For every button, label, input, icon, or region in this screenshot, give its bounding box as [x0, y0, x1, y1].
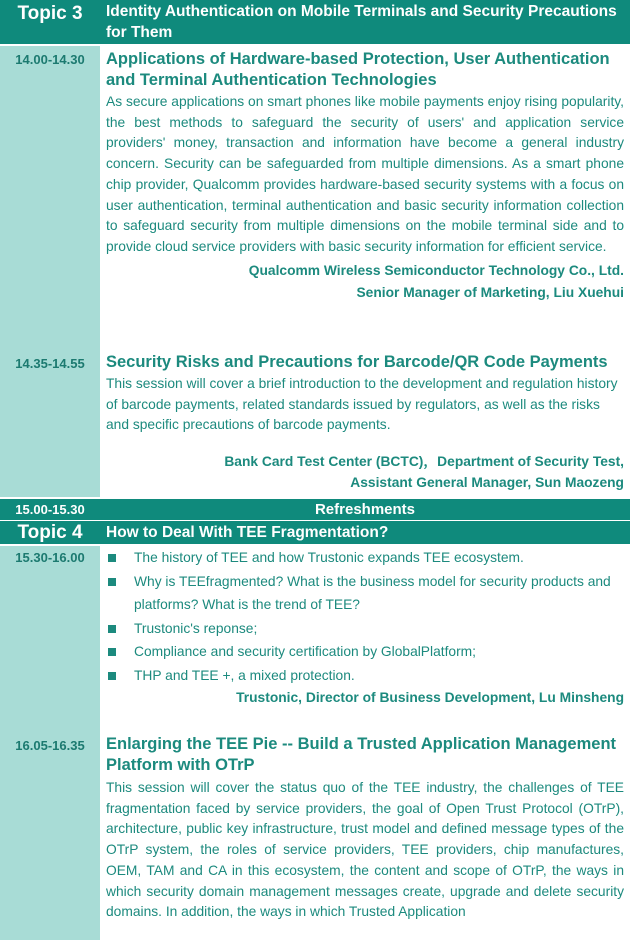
refreshments-time: 15.00-15.30 [15, 502, 85, 517]
session-3-speaker: Trustonic, Director of Business Development, Lu Minsheng [236, 690, 624, 705]
session-1-description: As secure applications on smart phones like mobile payments enjoy rising popularity, the best methods to safeguard the security of users' and application service providers' money, transaction and information have become a general industry concern. Security can be safeguarded from multiple dimensions. As a smart phone chip provider, Qualcomm provides hardware-based security systems with a focus on user authentication, terminal authentication and basic security information collection to safeguard security from multiple dimensions on the mobile terminal side and to provide cloud service providers with basic security information for efficient service. [106, 94, 624, 254]
topic-3-header [0, 0, 630, 44]
session-3-bullet-list [106, 546, 624, 687]
square-bullet-icon [108, 672, 116, 680]
session-4-description: This session will cover the status quo of the TEE industry, the challenges of TEE fragmentation faced by service providers, the goal of Open Trust Protocol (OTrP), architecture, public key infrastructure, trust model and defined message types of the OTrP system, the roles of service providers, TEE providers, chip manufactures, OEM, TAM and CA in this ecosystem, the content and scope of OTrP, the ways in which security domain management messages create, upgrade and delete security domains. In addition, the ways in which Trusted Application [106, 780, 624, 920]
square-bullet-icon [108, 625, 116, 633]
square-bullet-icon [108, 648, 116, 656]
square-bullet-icon [108, 554, 116, 562]
topic-4-title: How to Deal With TEE Fragmentation? [106, 524, 389, 541]
session-2-speaker-org: Bank Card Test Center (BCTC)，Department of Security Test, [224, 454, 624, 470]
session-4-title: Enlarging the TEE Pie -- Build a Trusted Application Management Platform with OTrP [106, 735, 617, 774]
time-column [0, 0, 100, 940]
bullet-item: Why is TEEfragmented? What is the business model for security products and platforms? What is the trend of TEE? [106, 570, 624, 617]
session-3 [106, 546, 624, 709]
divider [0, 44, 630, 46]
session-2-title: Security Risks and Precautions for Barcode/QR Code Payments [106, 353, 608, 371]
square-bullet-icon [108, 578, 116, 586]
refreshments-bar [0, 499, 630, 520]
session-1-title: Applications of Hardware-based Protection, User Authentication and Terminal Authentication Technologies [106, 50, 610, 89]
bullet-item: THP and TEE +, a mixed protection. [106, 664, 624, 688]
topic-3-label: Topic 3 [17, 3, 83, 24]
session-1 [106, 49, 624, 304]
bullet-item: The history of TEE and how Trustonic expands TEE ecosystem. [106, 546, 624, 570]
session-2-speaker-name: Assistant General Manager, Sun Maozeng [350, 474, 624, 490]
topic-4-header [0, 521, 630, 544]
session-3-time: 15.30-16.00 [15, 550, 85, 565]
session-1-speaker-name: Senior Manager of Marketing, Liu Xuehui [356, 285, 624, 301]
session-4 [106, 734, 624, 923]
session-1-speaker-org: Qualcomm Wireless Semiconductor Technology Co., Ltd. [248, 262, 624, 278]
session-2-time: 14.35-14.55 [15, 356, 85, 371]
refreshments-label: Refreshments [314, 501, 416, 518]
session-4-time: 16.05-16.35 [15, 738, 85, 753]
session-2 [106, 352, 624, 494]
session-1-time: 14.00-14.30 [15, 52, 85, 67]
session-2-description: This session will cover a brief introduction to the development and regulation history of barcode payments, related standards issued by regulators, as well as the risks and specific precautions of barcode payments. [106, 376, 618, 433]
topic-4-label: Topic 4 [17, 522, 83, 543]
topic-3-title: Identity Authentication on Mobile Terminals and Security Precautions for Them [106, 3, 617, 41]
bullet-item: Compliance and security certification by GlobalPlatform; [106, 640, 624, 664]
bullet-item: Trustonic's reponse; [106, 617, 624, 641]
